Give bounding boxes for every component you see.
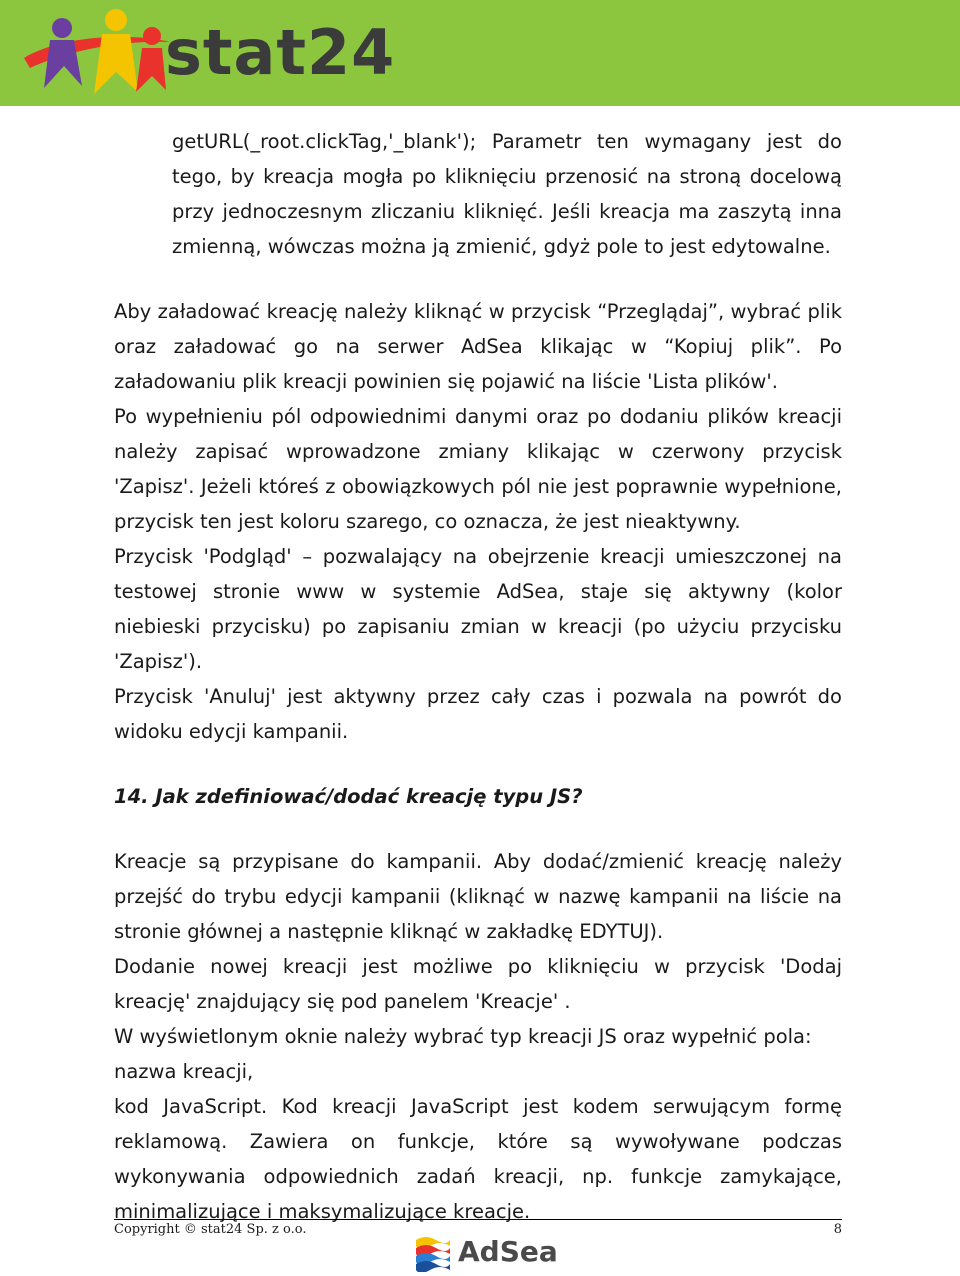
- section-heading: 14. Jak zdefiniować/dodać kreację typu JS?: [114, 785, 583, 808]
- document-body: [114, 124, 842, 1229]
- copyright-text: Copyright © stat24 Sp. z o.o.: [114, 1222, 307, 1237]
- paragraph-save: Po wypełnieniu pól odpowiednimi danymi oraz po dodaniu plików kreacji należy zapisać wprowadzone zmiany klikając w czerwony przycisk 'Zapisz'. Jeżeli któreś z obowiązkowych pól nie jest poprawnie wypełnione, przycisk ten jest koloru szarego, co oznacza, że jest nieaktywny.: [114, 405, 842, 533]
- paragraph-preview: Przycisk 'Podgląd' – pozwalający na obejrzenie kreacji umieszczonej na testowej stronie www w systemie AdSea, staje się aktywny (kolor niebieski przycisku) po zapisaniu zmian w kreacji (po użyciu przycisku 'Zapisz').: [114, 545, 842, 673]
- adsea-wave-icon: [414, 1232, 452, 1272]
- paragraph-add-creative: Dodanie nowej kreacji jest możliwe po kliknięciu w przycisk 'Dodaj kreację' znajdujący się pod panelem 'Kreacje' .: [114, 955, 842, 1013]
- paragraph-fields: W wyświetlonym oknie należy wybrać typ kreacji JS oraz wypełnić pola:: [114, 1025, 812, 1048]
- footer-divider: [114, 1219, 842, 1220]
- paragraph-upload: Aby załadować kreację należy kliknąć w przycisk “Przeglądaj”, wybrać plik oraz załadować go na serwer AdSea klikając w “Kopiuj plik”. Po załadowaniu plik kreacji powinien się pojawić na liście 'Lista plików'.: [114, 300, 842, 393]
- adsea-logo-text: AdSea: [458, 1235, 558, 1268]
- page-header: [0, 0, 960, 106]
- adsea-logo: [414, 1232, 558, 1272]
- stat24-logo-text: stat24: [165, 16, 396, 89]
- paragraph-cancel: Przycisk 'Anuluj' jest aktywny przez cały czas i pozwala na powrót do widoku edycji kampanii.: [114, 685, 842, 743]
- page-number: 8: [833, 1222, 842, 1237]
- paragraph-campaign: Kreacje są przypisane do kampanii. Aby dodać/zmienić kreację należy przejść do trybu edycji kampanii (kliknąć w nazwę kampanii na liście na stronie głównej a następnie kliknąć w zakładkę EDYTUJ).: [114, 850, 842, 943]
- paragraph-field-code: kod JavaScript. Kod kreacji JavaScript jest kodem serwującym formę reklamową. Zawiera on funkcje, które są wywoływane podczas wykonywania odpowiednich zadań kreacji, np. funkcje zamykające, minimalizujące i maksymalizujące kreacje.: [114, 1095, 842, 1223]
- paragraph-field-name: nazwa kreacji,: [114, 1060, 254, 1083]
- paragraph-clicktag: getURL(_root.clickTag,'_blank'); Parametr ten wymagany jest do tego, by kreacja mogła po kliknięciu przenosić na stroną docelową przy jednoczesnym zliczaniu kliknięć. Jeśli kreacja ma zaszytą inna zmienną, wówczas można ją zmienić, gdyż pole to jest edytowalne.: [172, 130, 842, 258]
